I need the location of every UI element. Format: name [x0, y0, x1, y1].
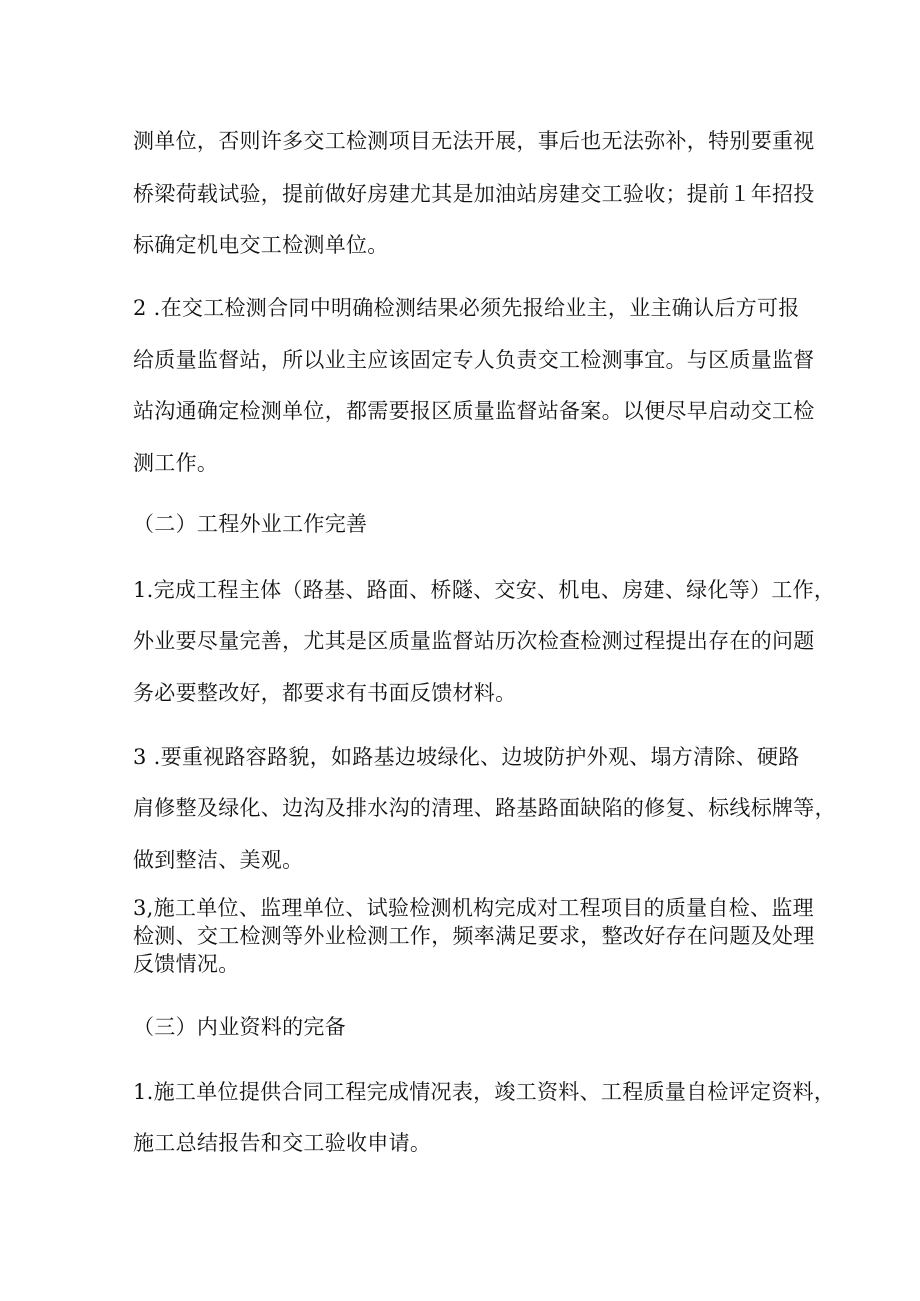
paragraph-3-line-3: 务必要整改好，都要求有书面反馈材料。	[133, 681, 517, 705]
paragraph-1-line-2: 桥梁荷载试验，提前做好房建尤其是加油站房建交工验收；提前１年招投	[133, 182, 815, 206]
section-heading-3: （三）内业资料的完备	[133, 1015, 346, 1039]
paragraph-4-line-3: 做到整洁、美观。	[133, 848, 304, 872]
paragraph-2-line-2: 给质量监督站，所以业主应该固定专人负责交工检测事宜。与区质量监督	[133, 348, 815, 372]
section-heading-2: （二）工程外业工作完善	[133, 512, 368, 536]
paragraph-6-line-1: 1.施工单位提供合同工程完成情况表，竣工资料、工程质量自检评定资料，	[133, 1080, 836, 1104]
paragraph-5-line-2: 检测、交工检测等外业检测工作，频率满足要求，整改好存在问题及处理	[133, 924, 815, 948]
paragraph-6-line-2: 施工总结报告和交工验收申请。	[133, 1131, 432, 1155]
paragraph-5-line-1: 3,施工单位、监理单位、试验检测机构完成对工程项目的质量自检、监理	[133, 896, 814, 920]
paragraph-2-line-3: 站沟通确定检测单位，都需要报区质量监督站备案。以便尽早启动交工检	[133, 399, 815, 423]
paragraph-2-line-4: 测工作。	[133, 451, 219, 475]
paragraph-4-line-1: 3 .要重视路容路貌，如路基边坡绿化、边坡防护外观、塌方清除、硬路	[133, 745, 800, 769]
paragraph-5-line-3: 反馈情况。	[133, 952, 240, 976]
paragraph-3-line-1: 1.完成工程主体（路基、路面、桥隧、交安、机电、房建、绿化等）工作，	[133, 578, 836, 602]
paragraph-2-line-1: 2 .在交工检测合同中明确检测结果必须先报给业主，业主确认后方可报	[133, 296, 800, 320]
paragraph-3-line-2: 外业要尽量完善，尤其是区质量监督站历次检查检测过程提出存在的问题	[133, 629, 815, 653]
paragraph-1-line-1: 测单位，否则许多交工检测项目无法开展，事后也无法弥补，特别要重视	[133, 129, 815, 153]
paragraph-1-line-3: 标确定机电交工检测单位。	[133, 233, 389, 257]
paragraph-4-line-2: 肩修整及绿化、边沟及排水沟的清理、路基路面缺陷的修复、标线标牌等，	[133, 796, 836, 820]
